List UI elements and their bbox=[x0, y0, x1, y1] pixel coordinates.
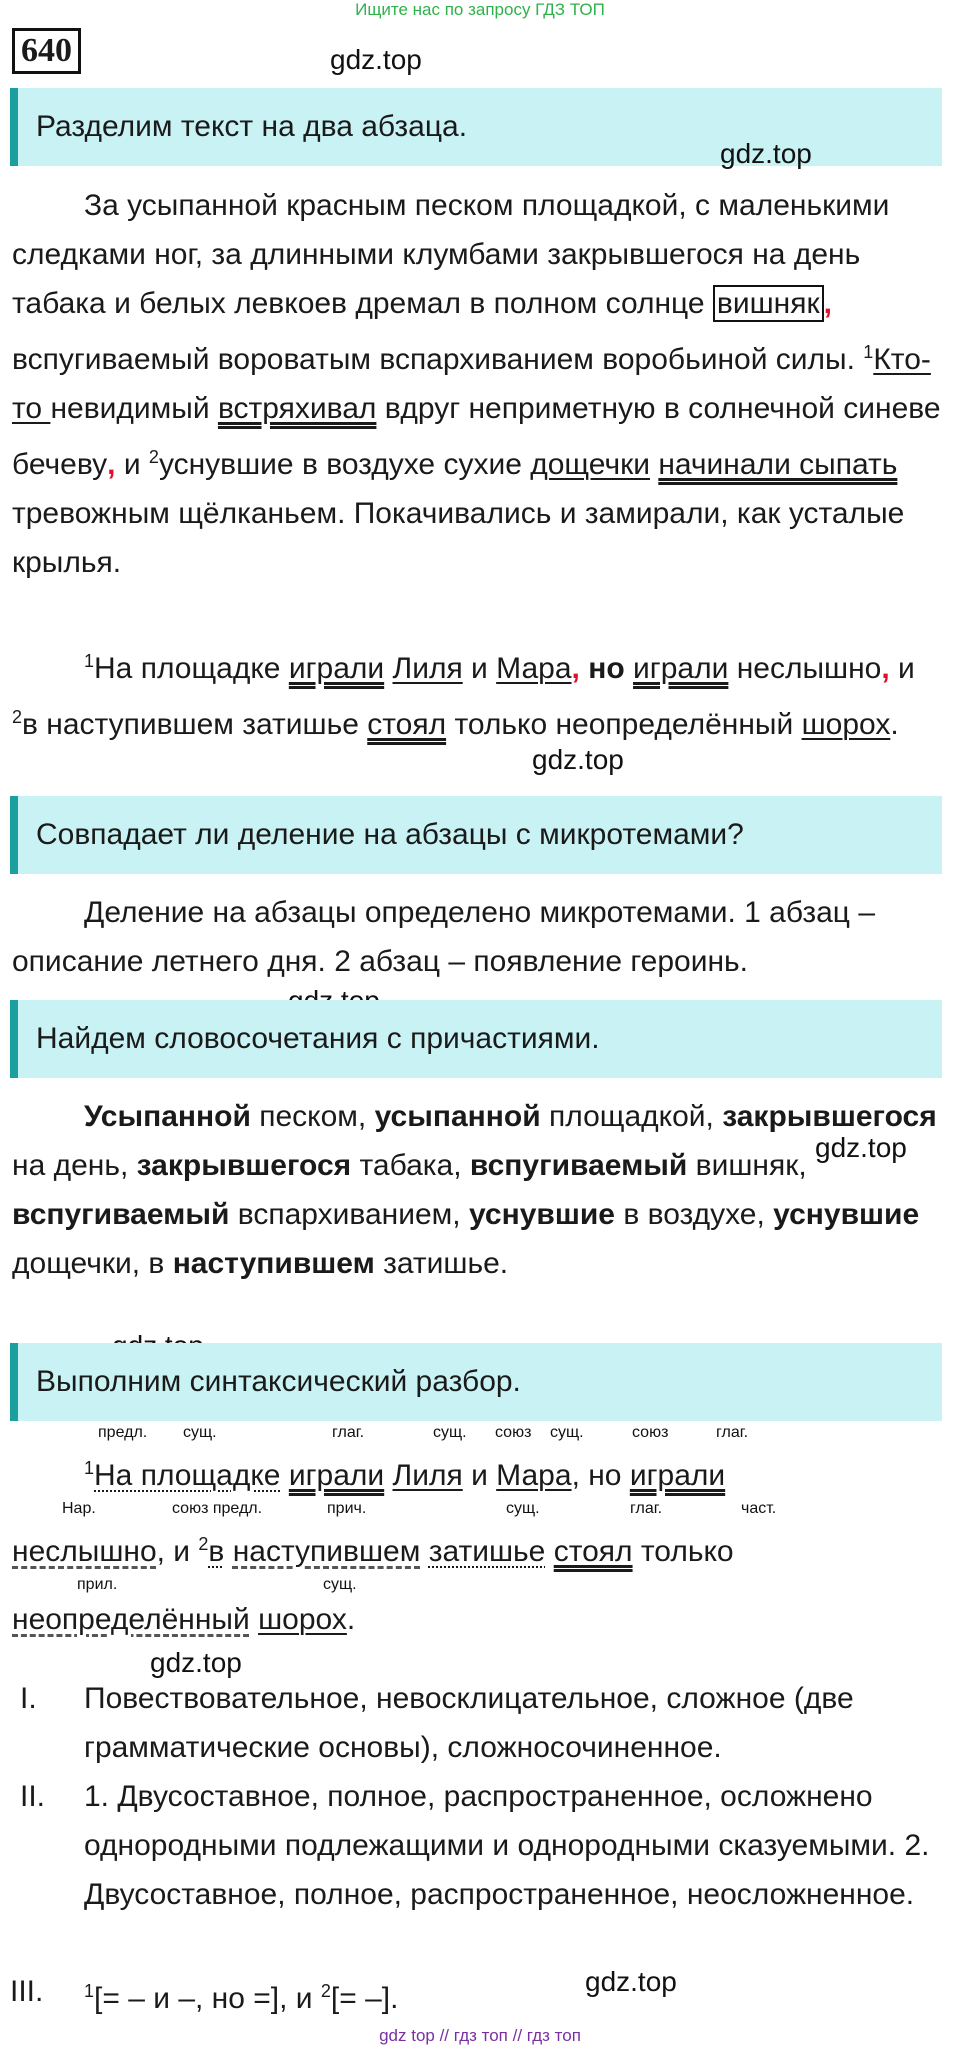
section-header-phrases: Найдем словосочетания с причастиями. bbox=[10, 1000, 942, 1078]
pos-label: сущ. bbox=[323, 1576, 357, 1593]
pos-label: сущ. bbox=[550, 1424, 584, 1441]
pos-label: союз bbox=[495, 1424, 532, 1441]
pos-label: прил. bbox=[77, 1576, 118, 1593]
participle-word: закрывшегося bbox=[136, 1149, 352, 1182]
dependent-word: табака, bbox=[351, 1149, 470, 1182]
pos-label: союз bbox=[632, 1424, 669, 1441]
participle-word: уснувшие bbox=[468, 1198, 615, 1231]
list-item-text: $^1$[= – и –, но =], и $^2$[= –]. bbox=[84, 1981, 399, 2015]
watermark: gdz.top bbox=[150, 1647, 242, 1678]
text-paragraph-2: $^1$На площадке играли Лиля и Мара, но играли неслышно, и $^2$в наступившем затишье стоял только неопределённый шорох. bbox=[12, 651, 915, 741]
pos-label: сущ. bbox=[506, 1500, 540, 1517]
participle-word: Усыпанной bbox=[84, 1100, 251, 1133]
pos-label: прич. bbox=[327, 1500, 367, 1517]
parse-line-1: $^1$На площадке играли Лиля и Мара, но играли bbox=[84, 1458, 726, 1492]
task-number: 640 bbox=[12, 28, 81, 74]
participle-word: вспугиваемый bbox=[12, 1198, 230, 1231]
pos-label: глаг. bbox=[716, 1424, 749, 1441]
dependent-word: затишье. bbox=[374, 1247, 509, 1280]
watermark: gdz.top bbox=[532, 744, 624, 775]
participle-word: закрывшегося bbox=[722, 1100, 937, 1133]
section-header-microthemes: Совпадает ли деление на абзацы с микротемами? bbox=[10, 796, 942, 874]
section-header-paragraphs: Разделим текст на два абзаца. bbox=[10, 88, 942, 166]
text-paragraph-1: За усыпанной красным песком площадкой, с маленькими следками ног, за длинными клумбами закрывшегося на день табака и белых левкоев дремал в полном солнце вишняк , вспугиваемый вороватым вспархиванием воробьиной силы. $^1$Кто-то невидимый встряхивал вдруг неприметную в солнечной синеве бечеву, и $^2$уснувшие в воздухе сухие дощечки начинали сыпать тревожным щёлканьем. Покачивались и замирали, как усталые крылья. bbox=[12, 189, 941, 579]
participle-word: вспугиваемый bbox=[469, 1149, 688, 1182]
pos-label: сущ. bbox=[433, 1424, 467, 1441]
dependent-word: вспархиванием, bbox=[229, 1198, 469, 1231]
pos-label: сущ. bbox=[183, 1424, 217, 1441]
dependent-word: вишняк, bbox=[687, 1149, 807, 1182]
participle-word: уснувшие bbox=[773, 1198, 920, 1231]
pos-label: Нар. bbox=[62, 1500, 96, 1517]
dependent-word: песком, bbox=[250, 1100, 375, 1133]
list-item-text: Повествовательное, невосклицательное, сложное (две грамматические основы), сложносочиненное. bbox=[84, 1682, 854, 1764]
top-banner[interactable]: Ищите нас по запросу ГДЗ ТОП bbox=[355, 0, 605, 19]
syntax-parse bbox=[0, 1424, 960, 1674]
list-number: II. bbox=[20, 1780, 46, 1813]
dependent-word: площадкой, bbox=[540, 1100, 723, 1133]
footer-links[interactable]: gdz top // гдз топ // гдз топ bbox=[379, 2026, 581, 2045]
parse-line-2: неслышно, и $^2$в наступившем затишье стоял только bbox=[12, 1534, 734, 1568]
pos-label: предл. bbox=[98, 1424, 148, 1441]
list-number: III. bbox=[10, 1975, 44, 2008]
section-header-parsing: Выполним синтаксический разбор. bbox=[10, 1343, 942, 1421]
pos-label: союз предл. bbox=[172, 1500, 263, 1517]
dependent-word: в воздухе, bbox=[614, 1198, 774, 1231]
dependent-word: дощечки, в bbox=[12, 1247, 173, 1280]
participle-word: усыпанной bbox=[374, 1100, 541, 1133]
phrases-paragraph bbox=[12, 1092, 942, 1288]
watermark: gdz.top bbox=[585, 1966, 677, 1997]
list-number: I. bbox=[20, 1682, 37, 1715]
pos-label: глаг. bbox=[332, 1424, 365, 1441]
watermark: gdz.top bbox=[330, 44, 422, 75]
answer-text: Деление на абзацы определено микротемами. 1 абзац – описание летнего дня. 2 абзац – появление героинь. bbox=[12, 896, 876, 978]
participle-word: наступившем bbox=[172, 1247, 375, 1280]
watermark: gdz.top bbox=[815, 1132, 907, 1163]
dependent-word: на день, bbox=[12, 1149, 137, 1182]
pos-label: част. bbox=[741, 1500, 777, 1517]
parse-line-3: неопределённый шорох. bbox=[12, 1603, 356, 1636]
watermark: gdz.top bbox=[720, 138, 812, 169]
pos-label: глаг. bbox=[630, 1500, 663, 1517]
list-item-text: 1. Двусоставное, полное, распространенное, осложнено однородными подлежащими и однородными сказуемыми. 2. Двусоставное, полное, распространенное, неосложненное. bbox=[84, 1780, 930, 1911]
